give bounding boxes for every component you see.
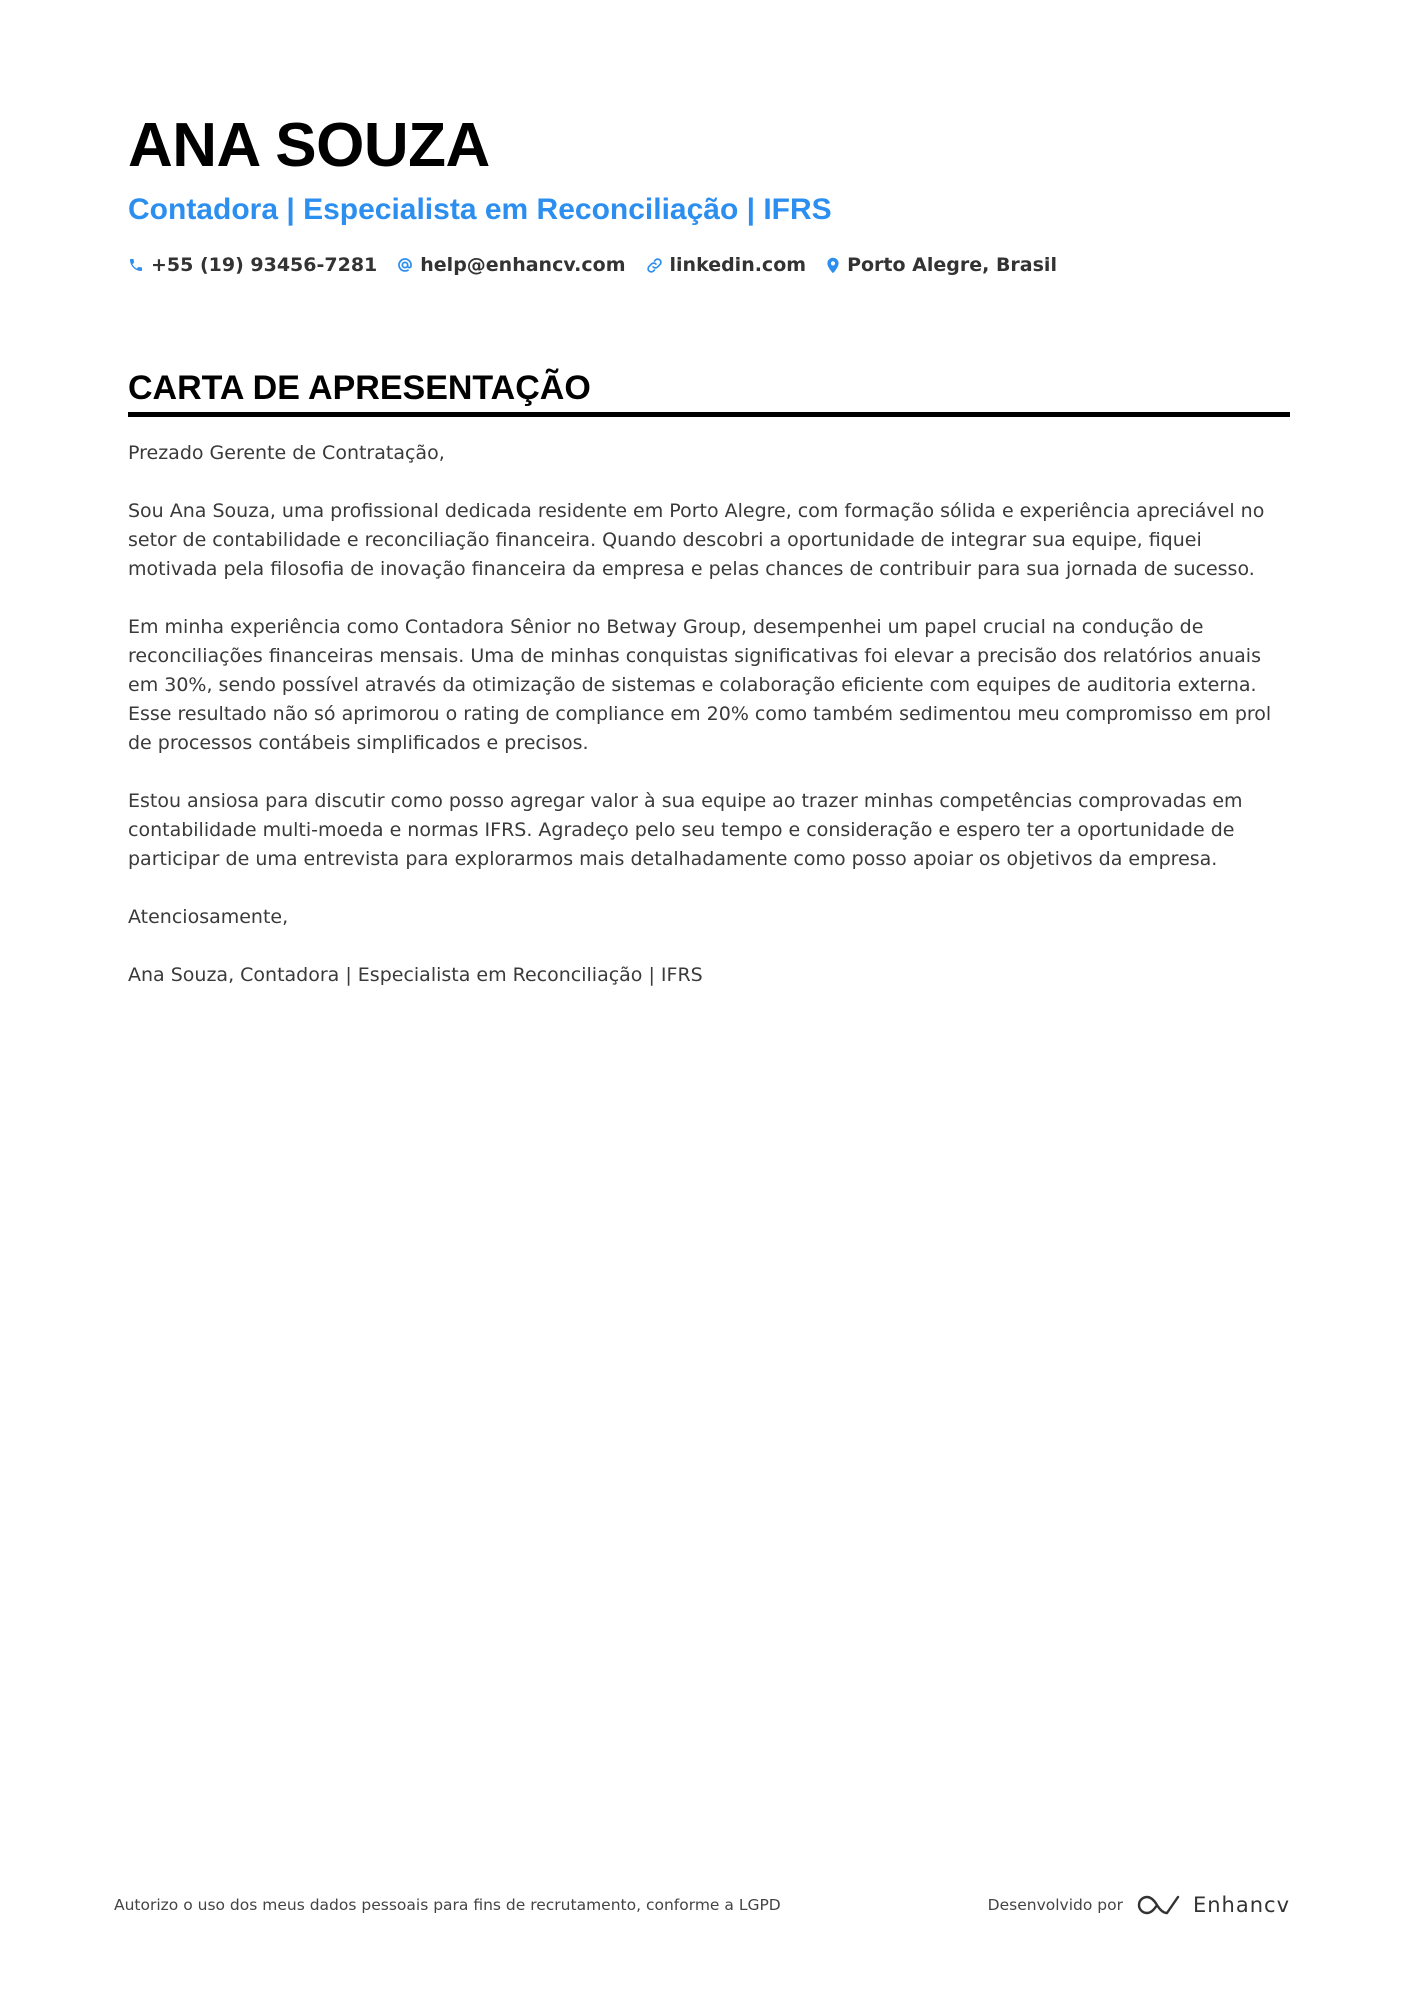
contact-phone[interactable] xyxy=(128,254,377,276)
candidate-name: ANA SOUZA xyxy=(128,111,490,180)
brand-name: Enhancv xyxy=(1192,1893,1290,1917)
letter-paragraph: Em minha experiência como Contadora Sênior no Betway Group, desempenhei um papel crucial na condução de reconciliações financeiras mensais. Uma de minhas conquistas significativas foi elevar a precisão dos relatórios anuais em 30%, sendo possível através da otimização de sistemas e colaboração eficiente com equipes de auditoria externa. Esse resultado não só aprimorou o rating de compliance em 20% como também sedimentou meu compromisso em prol de processos contábeis simplificados e precisos. xyxy=(128,616,1272,754)
salutation: Prezado Gerente de Contratação, xyxy=(128,442,445,464)
section-title: CARTA DE APRESENTAÇÃO xyxy=(128,366,1290,417)
contact-email-text: help@enhancv.com xyxy=(420,254,626,276)
consent-text: Autorizo o uso dos meus dados pessoais para fins de recrutamento, conforme a LGPD xyxy=(114,1896,781,1914)
contact-email[interactable] xyxy=(397,254,625,276)
powered-by[interactable] xyxy=(988,1893,1290,1917)
contact-location xyxy=(826,254,1057,276)
phone-icon xyxy=(128,257,144,273)
enhancv-logo-icon xyxy=(1135,1893,1181,1917)
header xyxy=(128,108,1290,280)
closing: Atenciosamente, xyxy=(128,906,289,928)
footer xyxy=(114,1890,1290,1920)
letter-paragraph: Sou Ana Souza, uma profissional dedicada residente em Porto Alegre, com formação sólida e experiência apreciável no setor de contabilidade e reconciliação financeira. Quando descobri a oportunidade de integrar sua equipe, fiquei motivada pela filosofia de inovação financeira da empresa e pelas chances de contribuir para sua jornada de sucesso. xyxy=(128,500,1265,580)
letter-body xyxy=(128,439,1290,990)
contact-linkedin-text: linkedin.com xyxy=(669,254,807,276)
location-pin-icon xyxy=(826,257,840,274)
cover-letter-section xyxy=(128,366,1290,1019)
contact-bar xyxy=(128,250,1290,280)
contact-location-text: Porto Alegre, Brasil xyxy=(847,254,1057,276)
enhancv-brand[interactable] xyxy=(1135,1893,1290,1917)
letter-paragraph: Estou ansiosa para discutir como posso agregar valor à sua equipe ao trazer minhas competências comprovadas em contabilidade multi-moeda e normas IFRS. Agradeço pelo seu tempo e consideração e espero ter a oportunidade de participar de uma entrevista para explorarmos mais detalhadamente como posso apoiar os objetivos da empresa. xyxy=(128,790,1243,870)
at-icon xyxy=(397,257,413,273)
signature: Ana Souza, Contadora | Especialista em Reconciliação | IFRS xyxy=(128,964,703,986)
contact-phone-text: +55 (19) 93456-7281 xyxy=(151,254,378,276)
candidate-title: Contadora | Especialista em Reconciliação | IFRS xyxy=(128,193,832,226)
powered-by-label: Desenvolvido por xyxy=(987,1896,1123,1914)
contact-linkedin[interactable] xyxy=(646,254,807,276)
link-icon xyxy=(646,257,663,274)
